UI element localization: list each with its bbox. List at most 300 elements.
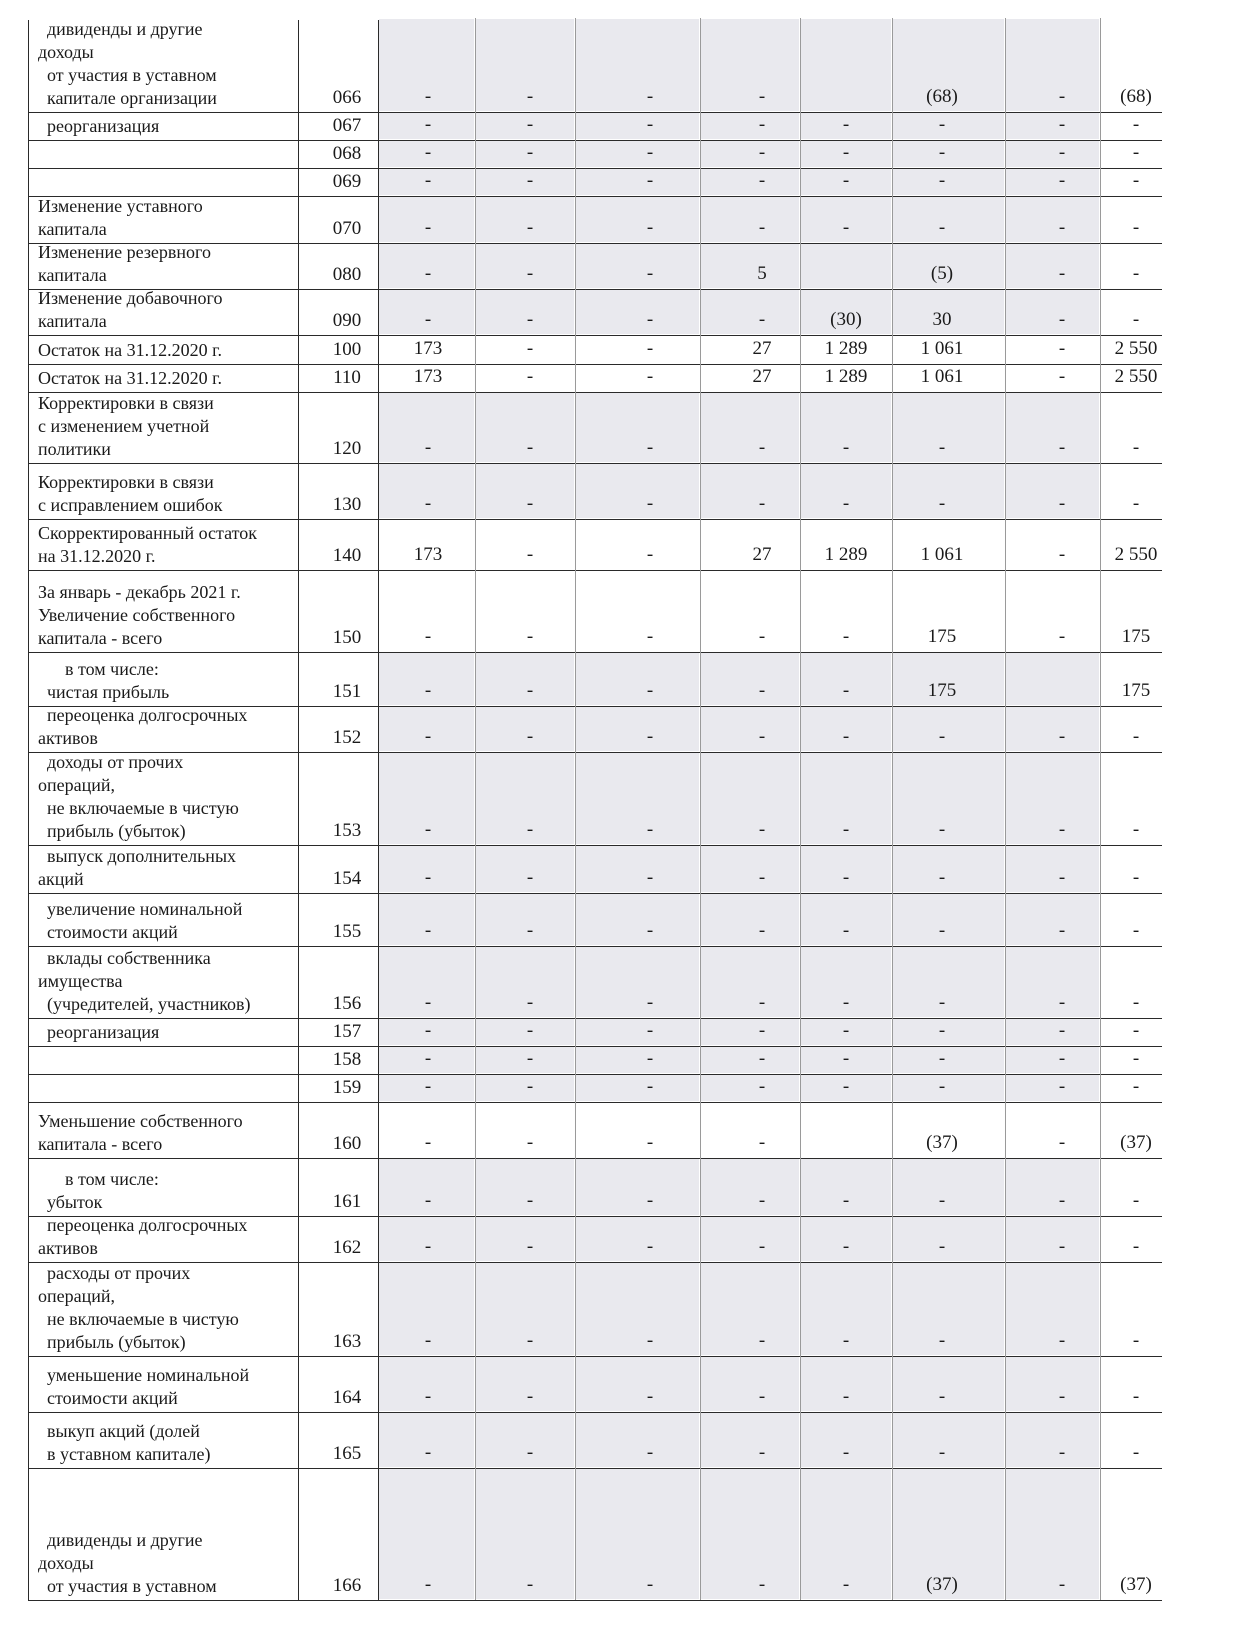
- value-cell: -: [758, 920, 766, 941]
- cell-divider: [892, 1262, 893, 1356]
- cell-divider: [700, 1356, 701, 1412]
- cell-divider: [475, 392, 476, 463]
- cell-divider: [475, 893, 476, 946]
- value-cell: -: [842, 1236, 850, 1257]
- value-cell: -: [526, 1190, 534, 1211]
- value-cell: -: [526, 680, 534, 701]
- value-cell: -: [424, 1076, 432, 1097]
- value-cell: -: [1058, 1190, 1066, 1211]
- value-cell: 27: [752, 544, 772, 565]
- row-code: 070: [332, 218, 362, 239]
- value-cell: -: [646, 309, 654, 330]
- row-label: в том числе: убыток: [47, 1169, 159, 1212]
- cell-divider: [1005, 1158, 1006, 1216]
- cell-divider: [475, 706, 476, 752]
- value-cell: -: [758, 1190, 766, 1211]
- cell-divider: [892, 335, 893, 364]
- shaded-cell: [1006, 653, 1099, 705]
- value-cell: -: [424, 86, 432, 107]
- row-label: Корректировки в связи с изменением учетной политики: [38, 393, 214, 459]
- row-code: 066: [332, 87, 362, 108]
- cell-divider: [700, 140, 701, 168]
- row-code: 163: [332, 1331, 362, 1352]
- value-cell: -: [646, 680, 654, 701]
- value-cell: -: [646, 626, 654, 647]
- value-cell: -: [424, 626, 432, 647]
- cell-divider: [700, 1102, 701, 1158]
- value-cell: -: [758, 170, 766, 191]
- cell-divider: [1005, 335, 1006, 364]
- value-cell: (37): [1120, 1574, 1152, 1595]
- value-cell: -: [842, 992, 850, 1013]
- row-code: 069: [332, 171, 362, 192]
- cell-divider: [892, 1216, 893, 1262]
- cell-divider: [1005, 845, 1006, 893]
- cell-divider: [700, 463, 701, 519]
- row-code: 164: [332, 1387, 362, 1408]
- row-code: 154: [332, 868, 362, 889]
- value-cell: -: [1058, 366, 1066, 387]
- value-cell: -: [424, 1132, 432, 1153]
- cell-divider: [475, 652, 476, 706]
- value-cell: -: [758, 1574, 766, 1595]
- value-cell: -: [938, 1386, 946, 1407]
- cell-divider: [475, 196, 476, 243]
- value-cell: -: [1058, 1442, 1066, 1463]
- value-cell: -: [938, 1048, 946, 1069]
- value-cell: -: [1132, 1190, 1140, 1211]
- cell-divider: [475, 18, 476, 112]
- value-cell: 1 061: [920, 366, 964, 387]
- value-cell: -: [424, 217, 432, 238]
- value-cell: -: [1132, 114, 1140, 135]
- value-cell: 2 550: [1114, 544, 1158, 565]
- cell-divider: [892, 243, 893, 289]
- cell-divider: [892, 1412, 893, 1468]
- cell-divider: [1005, 1262, 1006, 1356]
- value-cell: -: [758, 437, 766, 458]
- cell-divider: [892, 1158, 893, 1216]
- value-cell: -: [424, 1190, 432, 1211]
- value-cell: -: [1058, 992, 1066, 1013]
- cell-divider: [575, 140, 576, 168]
- value-cell: -: [1132, 309, 1140, 330]
- cell-divider: [1005, 463, 1006, 519]
- value-cell: -: [1058, 726, 1066, 747]
- cell-divider: [892, 18, 893, 112]
- value-cell: -: [646, 544, 654, 565]
- cell-divider: [892, 1018, 893, 1046]
- cell-divider: [700, 1216, 701, 1262]
- cell-divider: [700, 946, 701, 1018]
- cell-divider: [892, 1356, 893, 1412]
- row-rule: [28, 335, 1162, 336]
- value-cell: -: [1132, 1386, 1140, 1407]
- row-code: 110: [333, 367, 361, 388]
- value-cell: -: [758, 114, 766, 135]
- value-cell: 2 550: [1114, 338, 1158, 359]
- cell-divider: [575, 112, 576, 140]
- value-cell: -: [646, 1574, 654, 1595]
- value-cell: -: [758, 1236, 766, 1257]
- value-cell: -: [842, 867, 850, 888]
- row-rule: [28, 364, 1162, 365]
- row-code: 090: [332, 310, 362, 331]
- value-cell: -: [1132, 1020, 1140, 1041]
- value-cell: -: [646, 1132, 654, 1153]
- cell-divider: [700, 752, 701, 845]
- cell-divider: [575, 1356, 576, 1412]
- value-cell: -: [1132, 1330, 1140, 1351]
- cell-divider: [475, 1158, 476, 1216]
- value-cell: -: [526, 86, 534, 107]
- row-rule: [28, 1102, 1162, 1103]
- row-label: переоценка долгосрочных активов: [38, 705, 248, 748]
- value-cell: -: [1132, 263, 1140, 284]
- value-cell: -: [842, 920, 850, 941]
- value-cell: -: [1058, 1132, 1066, 1153]
- row-label: Остаток на 31.12.2020 г.: [38, 368, 222, 388]
- value-cell: -: [526, 217, 534, 238]
- value-cell: 175: [927, 626, 957, 647]
- value-cell: -: [424, 170, 432, 191]
- cell-divider: [575, 18, 576, 112]
- row-code: 162: [332, 1237, 362, 1258]
- cell-divider: [700, 18, 701, 112]
- value-cell: -: [1132, 493, 1140, 514]
- cell-divider: [1005, 1074, 1006, 1102]
- value-cell: 173: [413, 544, 443, 565]
- cell-divider: [1005, 752, 1006, 845]
- value-cell: -: [938, 493, 946, 514]
- value-cell: -: [646, 1386, 654, 1407]
- value-cell: -: [842, 1386, 850, 1407]
- cell-divider: [892, 752, 893, 845]
- value-cell: -: [842, 493, 850, 514]
- cell-divider: [475, 845, 476, 893]
- cell-divider: [892, 168, 893, 196]
- row-label: выкуп акций (долей в уставном капитале): [47, 1421, 211, 1464]
- cell-divider: [1005, 1468, 1006, 1600]
- row-code: 155: [332, 921, 362, 942]
- value-cell: -: [646, 170, 654, 191]
- cell-divider: [892, 1046, 893, 1074]
- cell-divider: [475, 1216, 476, 1262]
- value-cell: -: [1058, 1574, 1066, 1595]
- value-cell: -: [758, 1132, 766, 1153]
- cell-divider: [700, 1412, 701, 1468]
- value-cell: -: [526, 920, 534, 941]
- cell-divider: [892, 140, 893, 168]
- value-cell: -: [526, 1076, 534, 1097]
- value-cell: -: [646, 142, 654, 163]
- value-cell: -: [526, 437, 534, 458]
- value-cell: -: [646, 437, 654, 458]
- cell-divider: [575, 845, 576, 893]
- value-cell: -: [1058, 309, 1066, 330]
- value-cell: -: [646, 1190, 654, 1211]
- cell-divider: [475, 1074, 476, 1102]
- cell-divider: [575, 1216, 576, 1262]
- value-cell: -: [758, 626, 766, 647]
- cell-divider: [700, 112, 701, 140]
- cell-divider: [892, 112, 893, 140]
- row-label: Скорректированный остаток на 31.12.2020 г.: [38, 523, 257, 566]
- cell-divider: [1005, 18, 1006, 112]
- cell-divider: [575, 196, 576, 243]
- value-cell: 173: [413, 338, 443, 359]
- row-label: дивиденды и другие доходы от участия в уставном: [38, 1530, 217, 1596]
- row-code: 067: [332, 115, 362, 136]
- cell-divider: [475, 1018, 476, 1046]
- cell-divider: [575, 392, 576, 463]
- cell-divider: [475, 1046, 476, 1074]
- value-cell: -: [424, 437, 432, 458]
- cell-divider: [475, 1356, 476, 1412]
- row-code: 157: [332, 1021, 362, 1042]
- value-cell: -: [424, 1020, 432, 1041]
- row-label: реорганизация: [38, 1022, 160, 1042]
- value-cell: -: [1058, 1076, 1066, 1097]
- cell-divider: [575, 364, 576, 392]
- value-cell: -: [842, 437, 850, 458]
- value-cell: -: [758, 1386, 766, 1407]
- value-cell: -: [526, 142, 534, 163]
- value-cell: -: [842, 1020, 850, 1041]
- value-cell: -: [938, 1442, 946, 1463]
- value-cell: -: [646, 726, 654, 747]
- value-cell: -: [1058, 819, 1066, 840]
- value-cell: -: [1058, 437, 1066, 458]
- value-cell: -: [758, 1442, 766, 1463]
- row-code: 153: [332, 820, 362, 841]
- value-cell: -: [938, 920, 946, 941]
- value-cell: -: [1058, 1236, 1066, 1257]
- cell-divider: [1005, 289, 1006, 335]
- row-label: увеличение номинальной стоимости акций: [47, 899, 243, 942]
- value-cell: -: [938, 217, 946, 238]
- value-cell: -: [526, 263, 534, 284]
- value-cell: -: [526, 819, 534, 840]
- value-cell: -: [424, 1442, 432, 1463]
- cell-divider: [1005, 364, 1006, 392]
- value-cell: -: [424, 114, 432, 135]
- value-cell: -: [842, 680, 850, 701]
- cell-divider: [575, 335, 576, 364]
- cell-divider: [1005, 946, 1006, 1018]
- row-code: 151: [332, 681, 362, 702]
- cell-divider: [1005, 1046, 1006, 1074]
- value-cell: -: [424, 1236, 432, 1257]
- row-rule: [28, 570, 1162, 571]
- cell-divider: [892, 845, 893, 893]
- row-code: 152: [332, 727, 362, 748]
- cell-divider: [700, 1018, 701, 1046]
- row-code: 160: [332, 1133, 362, 1154]
- cell-divider: [575, 570, 576, 652]
- value-cell: -: [758, 86, 766, 107]
- cell-divider: [1005, 652, 1006, 706]
- value-cell: -: [424, 819, 432, 840]
- value-cell: -: [526, 992, 534, 1013]
- cell-divider: [892, 706, 893, 752]
- row-label: расходы от прочих операций, не включаемые в чистую прибыль (убыток): [38, 1263, 239, 1352]
- row-label: выпуск дополнительных акций: [38, 846, 237, 889]
- value-cell: (68): [926, 86, 958, 107]
- cell-divider: [575, 1074, 576, 1102]
- cell-divider: [700, 1158, 701, 1216]
- cell-divider: [575, 946, 576, 1018]
- cell-divider: [892, 1074, 893, 1102]
- value-cell: 27: [752, 366, 772, 387]
- value-cell: -: [938, 1236, 946, 1257]
- cell-divider: [575, 1158, 576, 1216]
- row-code: 161: [332, 1191, 362, 1212]
- value-cell: (30): [830, 309, 862, 330]
- value-cell: -: [526, 1330, 534, 1351]
- value-cell: -: [1058, 338, 1066, 359]
- value-cell: -: [646, 867, 654, 888]
- cell-divider: [700, 893, 701, 946]
- cell-divider: [1005, 1356, 1006, 1412]
- value-cell: -: [1058, 920, 1066, 941]
- row-label: в том числе: чистая прибыль: [47, 659, 170, 702]
- value-cell: -: [646, 920, 654, 941]
- cell-divider: [475, 112, 476, 140]
- value-cell: -: [1058, 1020, 1066, 1041]
- cell-divider: [892, 519, 893, 570]
- value-cell: -: [646, 114, 654, 135]
- value-cell: (5): [930, 263, 954, 284]
- value-cell: -: [758, 1330, 766, 1351]
- cell-divider: [892, 1468, 893, 1600]
- value-cell: -: [938, 142, 946, 163]
- value-cell: -: [842, 1076, 850, 1097]
- value-cell: -: [526, 1442, 534, 1463]
- cell-divider: [892, 1102, 893, 1158]
- value-cell: -: [526, 493, 534, 514]
- value-cell: -: [1058, 86, 1066, 107]
- cell-divider: [475, 289, 476, 335]
- cell-divider: [475, 570, 476, 652]
- row-label: Корректировки в связи с исправлением ошибок: [38, 472, 223, 515]
- cell-divider: [475, 1412, 476, 1468]
- value-cell: -: [938, 819, 946, 840]
- value-cell: 173: [413, 366, 443, 387]
- row-code: 120: [332, 438, 362, 459]
- value-cell: -: [938, 437, 946, 458]
- value-cell: -: [1058, 114, 1066, 135]
- value-cell: -: [424, 920, 432, 941]
- value-cell: -: [424, 726, 432, 747]
- value-cell: (68): [1120, 86, 1152, 107]
- row-code: 166: [332, 1575, 362, 1596]
- value-cell: -: [842, 114, 850, 135]
- value-cell: 30: [932, 309, 952, 330]
- cell-divider: [700, 335, 701, 364]
- value-cell: -: [1132, 920, 1140, 941]
- cell-divider: [575, 1102, 576, 1158]
- cell-divider: [892, 652, 893, 706]
- cell-divider: [575, 1468, 576, 1600]
- value-cell: -: [526, 1048, 534, 1069]
- value-cell: -: [1058, 626, 1066, 647]
- cell-divider: [700, 289, 701, 335]
- value-cell: -: [758, 992, 766, 1013]
- cell-divider: [475, 1468, 476, 1600]
- value-cell: -: [1058, 142, 1066, 163]
- value-cell: (37): [926, 1132, 958, 1153]
- row-code: 068: [332, 143, 362, 164]
- value-cell: -: [424, 493, 432, 514]
- value-cell: -: [938, 1190, 946, 1211]
- cell-divider: [575, 1412, 576, 1468]
- value-cell: -: [526, 626, 534, 647]
- cell-divider: [700, 845, 701, 893]
- cell-divider: [700, 1074, 701, 1102]
- cell-divider: [575, 706, 576, 752]
- value-cell: -: [646, 338, 654, 359]
- value-cell: -: [758, 819, 766, 840]
- cell-divider: [475, 946, 476, 1018]
- row-label: переоценка долгосрочных активов: [38, 1215, 248, 1258]
- cell-divider: [1005, 112, 1006, 140]
- value-cell: 2 550: [1114, 366, 1158, 387]
- cell-divider: [475, 1262, 476, 1356]
- cell-divider: [892, 946, 893, 1018]
- value-cell: -: [526, 1574, 534, 1595]
- cell-divider: [892, 364, 893, 392]
- value-cell: -: [938, 992, 946, 1013]
- cell-divider: [1005, 1102, 1006, 1158]
- value-cell: -: [938, 170, 946, 191]
- value-cell: -: [526, 867, 534, 888]
- value-cell: 1 289: [824, 366, 868, 387]
- cell-divider: [892, 392, 893, 463]
- cell-divider: [700, 1046, 701, 1074]
- value-cell: -: [526, 170, 534, 191]
- value-cell: -: [938, 1330, 946, 1351]
- row-code: 100: [332, 339, 362, 360]
- value-cell: -: [646, 1236, 654, 1257]
- value-cell: -: [646, 263, 654, 284]
- value-cell: -: [424, 309, 432, 330]
- cell-divider: [892, 570, 893, 652]
- row-label: доходы от прочих операций, не включаемые в чистую прибыль (убыток): [38, 752, 239, 841]
- row-code: 130: [332, 494, 362, 515]
- cell-divider: [575, 1046, 576, 1074]
- value-cell: -: [758, 309, 766, 330]
- cell-divider: [700, 1262, 701, 1356]
- value-cell: -: [842, 726, 850, 747]
- cell-divider: [575, 243, 576, 289]
- cell-divider: [1005, 168, 1006, 196]
- value-cell: -: [646, 1020, 654, 1041]
- value-cell: -: [842, 142, 850, 163]
- cell-divider: [700, 364, 701, 392]
- row-label: За январь - декабрь 2021 г. Увеличение собственного капитала - всего: [38, 582, 241, 648]
- value-cell: -: [526, 338, 534, 359]
- value-cell: 27: [752, 338, 772, 359]
- value-cell: -: [1132, 819, 1140, 840]
- value-cell: -: [758, 1020, 766, 1041]
- value-cell: -: [842, 1330, 850, 1351]
- value-cell: -: [758, 142, 766, 163]
- row-code: 156: [332, 993, 362, 1014]
- value-cell: -: [758, 726, 766, 747]
- cell-divider: [475, 1102, 476, 1158]
- value-cell: -: [1058, 263, 1066, 284]
